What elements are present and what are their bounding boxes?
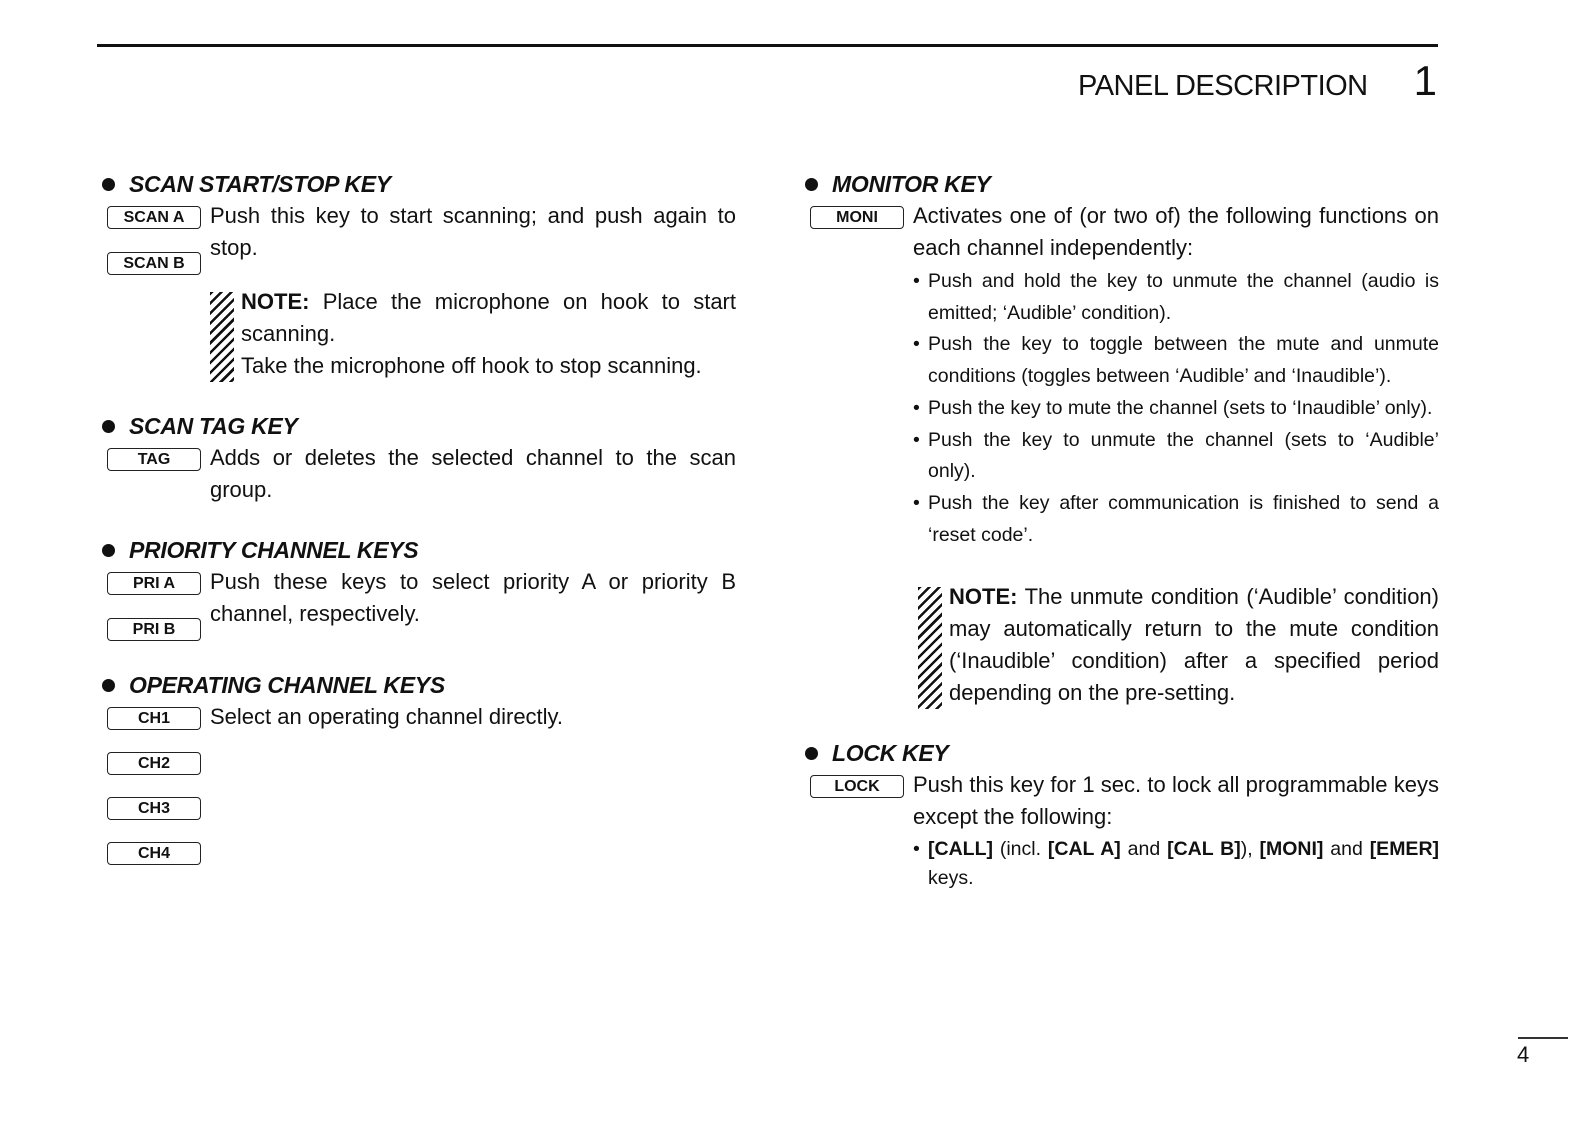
monitor-key-section <box>803 168 1439 709</box>
note-hatch-icon <box>918 587 942 709</box>
list-item: • Push the key after communication is finished to send a ‘reset code’. <box>913 488 1439 551</box>
section-title: LOCK KEY <box>832 739 949 766</box>
ch3-key: CH3 <box>107 797 201 820</box>
section-title: SCAN TAG KEY <box>129 412 298 439</box>
list-item: • Push the key to unmute the channel (sets to ‘Audible’ only). <box>913 425 1439 488</box>
header-title: PANEL DESCRIPTION <box>1078 70 1368 102</box>
monitor-note <box>918 581 1439 709</box>
and-text: and <box>1127 838 1161 861</box>
keys-text: keys. <box>928 867 974 890</box>
right-column <box>803 168 1439 921</box>
note-label: NOTE: <box>241 289 310 314</box>
lock-key: LOCK <box>810 775 904 798</box>
page-number: 4 <box>1517 1042 1530 1067</box>
list-item: • Push the key to mute the channel (sets to ‘Inaudible’ only). <box>913 393 1439 425</box>
pri-b-key: PRI B <box>107 618 201 641</box>
emer-key-ref: [EMER] <box>1369 838 1440 861</box>
priority-channel-section <box>100 534 736 641</box>
section-title: MONITOR KEY <box>832 170 991 197</box>
operating-channel-section <box>100 669 736 865</box>
priority-description: Push these keys to select priority A or priority B channel, respectively. <box>210 569 736 626</box>
bullet-icon <box>805 178 818 191</box>
and-text: and <box>1330 838 1363 861</box>
monitor-description: Activates one of (or two of) the following functions on each channel independently: <box>913 203 1439 260</box>
bullet-icon <box>102 420 115 433</box>
tag-description: Adds or deletes the selected channel to the scan group. <box>210 445 736 502</box>
top-rule <box>97 44 1438 47</box>
tag-key: TAG <box>107 448 201 471</box>
scan-note <box>210 286 736 382</box>
ch4-key: CH4 <box>107 842 201 865</box>
call-key-ref: [CALL] <box>928 838 993 861</box>
lock-description: Push this key for 1 sec. to lock all programmable keys except the following: <box>913 772 1439 830</box>
section-title: OPERATING CHANNEL KEYS <box>129 671 445 698</box>
moni-key-ref: [MONI] <box>1259 838 1324 861</box>
bullet-icon <box>102 178 115 191</box>
scan-description: Push this key to start scanning; and push again to stop. <box>210 203 736 260</box>
note-label: NOTE: <box>949 584 1018 610</box>
list-item: • Push the key to toggle between the mute and unmute conditions (toggles between ‘Audible’ and ‘Inaudible’). <box>913 329 1439 392</box>
bullet-icon <box>102 679 115 692</box>
bullet-icon <box>102 544 115 557</box>
page-header <box>1078 57 1437 104</box>
lock-key-section <box>803 737 1439 893</box>
scan-b-key: SCAN B <box>107 252 201 275</box>
scan-tag-section <box>100 410 736 506</box>
list-item <box>913 835 1439 893</box>
left-column <box>100 168 736 893</box>
note-hatch-icon <box>210 292 234 382</box>
incl-text: (incl. <box>999 838 1042 861</box>
operating-description: Select an operating channel directly. <box>210 704 564 729</box>
page-number-rule <box>1518 1037 1568 1039</box>
close-text: ), <box>1240 838 1253 861</box>
cal-a-key-ref: [CAL A] <box>1047 838 1121 861</box>
chapter-number: 1 <box>1413 57 1437 104</box>
bullet-icon <box>805 747 818 760</box>
note-text: The unmute condition (‘Audible’ condition) may automatically return to the mute condition (‘Inaudible’ condition) after a specified period depending on the pre-setting. <box>949 584 1439 706</box>
scan-start-stop-section <box>100 168 736 382</box>
note-line-2: Take the microphone off hook to stop scanning. <box>241 353 702 378</box>
moni-key: MONI <box>810 206 904 229</box>
section-title: SCAN START/STOP KEY <box>129 170 391 197</box>
pri-a-key: PRI A <box>107 572 201 595</box>
cal-b-key-ref: [CAL B] <box>1167 838 1241 861</box>
monitor-function-list <box>913 266 1439 551</box>
scan-a-key: SCAN A <box>107 206 201 229</box>
note-line-1: Place the microphone on hook to start scanning. <box>241 289 736 346</box>
lock-exception-list <box>913 835 1439 893</box>
list-item: • Push and hold the key to unmute the channel (audio is emitted; ‘Audible’ condition). <box>913 266 1439 329</box>
ch1-key: CH1 <box>107 707 201 730</box>
section-title: PRIORITY CHANNEL KEYS <box>129 536 419 563</box>
ch2-key: CH2 <box>107 752 201 775</box>
